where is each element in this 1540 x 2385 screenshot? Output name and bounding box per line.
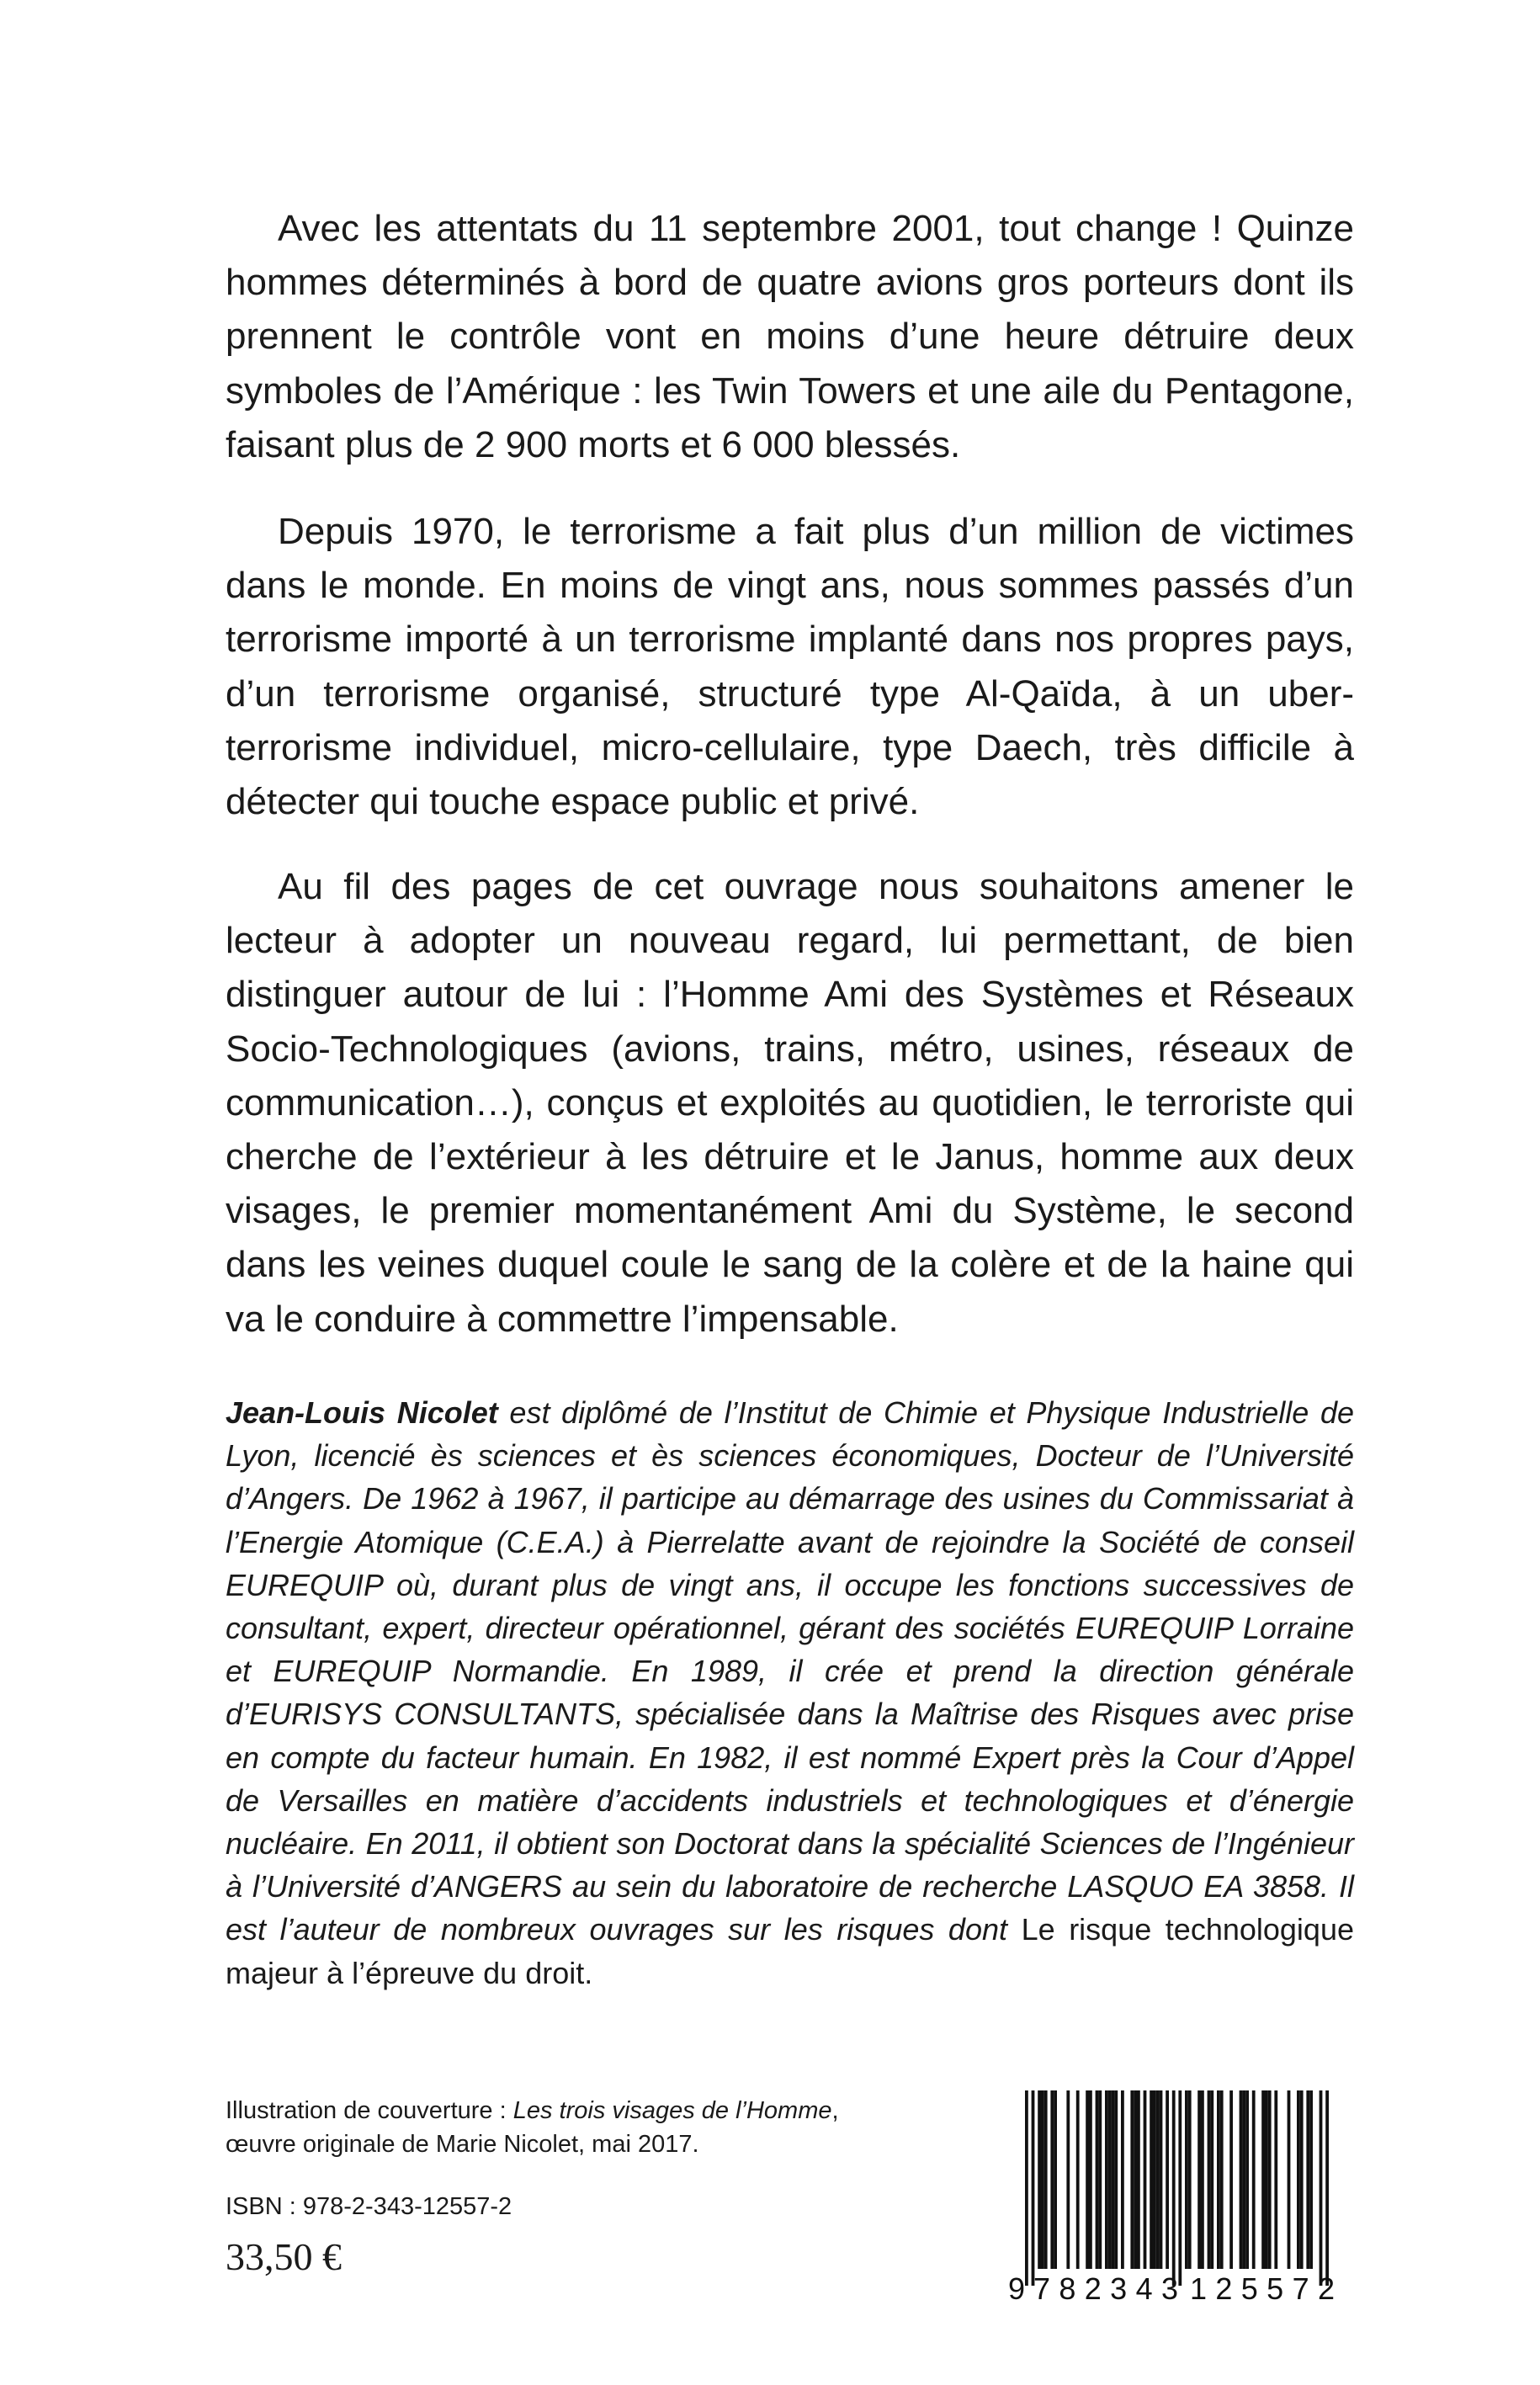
barcode-bar xyxy=(1309,2090,1313,2269)
cover-illustration-credit xyxy=(226,2094,865,2161)
barcode-bar xyxy=(1054,2090,1057,2269)
barcode-right-digits: 125572 xyxy=(1190,2271,1335,2304)
barcode-bar xyxy=(1208,2090,1211,2269)
barcode-graphic xyxy=(1000,2084,1362,2304)
barcode-bar xyxy=(1172,2090,1176,2286)
barcode-bar xyxy=(1288,2090,1291,2269)
blurb-paragraph-2: Depuis 1970, le terrorisme a fait plus d’un million de victimes dans le monde. En moins de vingt ans, nous sommes passés d’un terrorisme importé à un terrorisme implanté dans nos propres pays, d’un terrorisme organisé, structuré type Al-Qaïda, à un uber-terrorisme individuel, micro-cellulaire, type Daech, très difficile à détecter qui touche espace public et privé. xyxy=(226,511,1354,823)
barcode-bar xyxy=(1156,2090,1160,2269)
barcode-bar xyxy=(1252,2090,1256,2269)
blurb-paragraph-3: Au fil des pages de cet ouvrage nous souhaitons amener le lecteur à adopter un nouveau regard, lui permettant, de bien distinguer autour de lui : l’Homme Ami des Systèmes et Réseaux Socio-Technologiques (avions, trains, métro, usines, réseaux de communication…), conçus et exploités au quotidien, le terroriste qui cherche de l’extérieur à les détruire et le Janus, homme aux deux visages, le premier momentanément Ami du Système, le second dans les veines duquel coule le sang de la colère et de la haine qui va le conduire à commettre l’impensable. xyxy=(226,866,1354,1340)
barcode-bar xyxy=(1076,2090,1080,2269)
credit-label: Illustration de couverture : xyxy=(226,2097,513,2124)
barcode-bar xyxy=(1166,2090,1169,2269)
book-price: 33,50 € xyxy=(226,2235,342,2278)
barcode-bar xyxy=(1121,2090,1124,2269)
barcode-bar xyxy=(1261,2090,1265,2269)
isbn-number: ISBN : 978-2-343-12557-2 xyxy=(226,2193,512,2220)
barcode-bar xyxy=(1268,2090,1272,2269)
author-name: Jean-Louis Nicolet xyxy=(226,1395,498,1430)
barcode-bar xyxy=(1188,2090,1192,2269)
barcode-bar xyxy=(1300,2090,1304,2269)
barcode-bar xyxy=(1096,2090,1099,2269)
barcode-bar xyxy=(1210,2090,1213,2269)
author-biography xyxy=(226,1391,1354,1995)
barcode-bar xyxy=(1320,2090,1323,2286)
barcode-bar xyxy=(1108,2090,1112,2269)
barcode-bar xyxy=(1178,2090,1182,2286)
barcode-bars xyxy=(1025,2090,1329,2286)
barcode-bar xyxy=(1242,2090,1245,2269)
barcode-bar xyxy=(1153,2090,1156,2269)
artwork-title: Les trois visages de l’Homme xyxy=(512,2097,832,2124)
barcode-bar xyxy=(1032,2090,1035,2286)
barcode-bar xyxy=(1025,2090,1028,2286)
barcode-bar xyxy=(1325,2090,1329,2286)
isbn-barcode xyxy=(1000,2084,1362,2304)
barcode-bar xyxy=(1245,2090,1249,2269)
barcode-bar xyxy=(1217,2090,1220,2269)
barcode-bar xyxy=(1114,2090,1118,2269)
barcode-bar xyxy=(1160,2090,1163,2269)
barcode-left-digits: 782343 xyxy=(1033,2271,1178,2304)
blurb-paragraph-1: Avec les attentats du 11 septembre 2001, tout change ! Quinze hommes déterminés à bord de quatre avions gros porteurs dont ils prennent le contrôle vont en moins d’une heure détruire deux symboles de l’Amérique : les Twin Towers et une aile du Pentagone, faisant plus de 2 900 morts et 6 000 blessés. xyxy=(226,208,1354,465)
barcode-bar xyxy=(1050,2090,1054,2269)
barcode-bar xyxy=(1274,2090,1277,2269)
barcode-bar xyxy=(1066,2090,1070,2269)
credit-comma: , xyxy=(831,2097,839,2124)
credit-line-2: œuvre originale de Marie Nicolet, mai 2017. xyxy=(226,2131,699,2158)
author-bio-text: est diplômé de l’Institut de Chimie et Physique Industrielle de Lyon, licencié ès sciences et ès sciences économiques, Docteur de l’Université d’Angers. De 1962 à 1967, il participe au démarrage des usines du Commissariat à l’Energie Atomique (C.E.A.) à Pierrelatte avant de rejoindre la Société de conseil EUREQUIP où, durant plus de vingt ans, il occupe les fonctions successives de consultant, expert, directeur opérationnel, gérant des sociétés EUREQUIP Lorraine et EUREQUIP Normandie. En 1989, il crée et prend la direction générale d’EURISYS CONSULTANTS, spécialisée dans la Maîtrise des Risques avec prise en compte du facteur humain. En 1982, il est nommé Expert près la Cour d’Appel de Versailles en matière d’accidents industriels et technologiques et d’énergie nucléaire. En 2011, il obtient son Doctorat dans la spécialité Sciences de l’Ingénieur à l’Université d’ANGERS au sein du laboratoire de recherche LASQUO EA 3858. Il est l’auteur de nombreux ouvrages sur les risques dont xyxy=(226,1395,1355,1947)
barcode-bar xyxy=(1185,2090,1188,2269)
barcode-bar xyxy=(1240,2090,1243,2269)
barcode-bar xyxy=(1044,2090,1048,2269)
barcode-bar xyxy=(1306,2090,1309,2269)
barcode-bar xyxy=(1041,2090,1044,2269)
barcode-bar xyxy=(1098,2090,1102,2269)
barcode-bar xyxy=(1130,2090,1134,2269)
barcode-bar xyxy=(1144,2090,1147,2269)
barcode-bar xyxy=(1134,2090,1137,2269)
barcode-first-digit: 9 xyxy=(1008,2271,1026,2304)
barcode-bar xyxy=(1197,2090,1201,2269)
barcode-bar xyxy=(1220,2090,1224,2269)
barcode-bar xyxy=(1105,2090,1108,2269)
barcode-bar xyxy=(1201,2090,1204,2269)
barcode-bar xyxy=(1229,2090,1233,2269)
barcode-bar xyxy=(1150,2090,1153,2269)
barcode-bar xyxy=(1089,2090,1092,2269)
barcode-bar xyxy=(1112,2090,1115,2269)
barcode-bar xyxy=(1038,2090,1041,2269)
book-title-reference: Le risque technologique majeur à l’épreuve du droit. xyxy=(226,1912,1354,1990)
barcode-bar xyxy=(1297,2090,1300,2269)
barcode-bar xyxy=(1086,2090,1089,2269)
barcode-bar xyxy=(1137,2090,1140,2269)
barcode-bar xyxy=(1265,2090,1268,2269)
